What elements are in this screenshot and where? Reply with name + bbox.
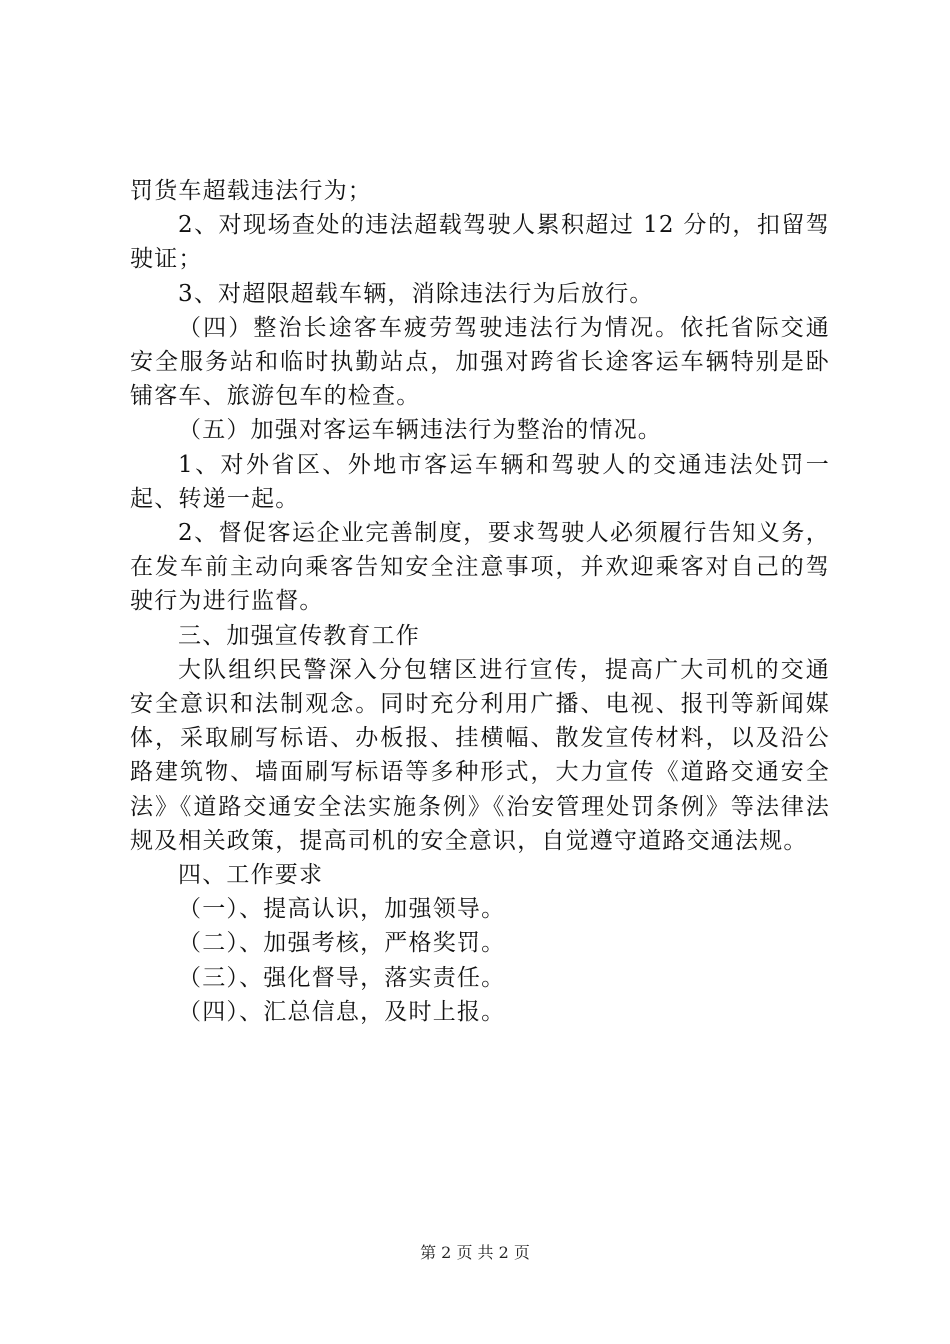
paragraph-item-2: 2、对现场查处的违法超载驾驶人累积超过 12 分的，扣留驾驶证；: [130, 212, 830, 273]
heading-publicity-education: 三、加强宣传教育工作: [178, 622, 420, 649]
paragraph-section-5: （五）加强对客运车辆违法行为整治的情况。: [178, 417, 662, 444]
requirement-item-1: （一）、提高认识，加强领导。: [178, 896, 506, 923]
paragraph-section-5-item-1: 1、对外省区、外地市客运车辆和驾驶人的交通违法处罚一起、转递一起。: [130, 451, 830, 512]
page-number-footer: 第 2 页 共 2 页: [420, 1243, 530, 1262]
paragraph-publicity-body: 大队组织民警深入分包辖区进行宣传，提高广大司机的交通安全意识和法制观念。同时充分利用广播、电视、报刊等新闻媒体，采取刷写标语、办板报、挂横幅、散发宣传材料，以及沿公路建筑物、墙面刷写标语等多种形式，大力宣传《道路交通安全法》《道路交通安全法实施条例》《治安管理处罚条例》等法律法规及相关政策，提高司机的安全意识，自觉遵守道路交通法规。: [130, 656, 830, 854]
paragraph-section-4: （四）整治长途客车疲劳驾驶违法行为情况。依托省际交通安全服务站和临时执勤站点，加强对跨省长途客运车辆特别是卧铺客车、旅游包车的检查。: [130, 314, 830, 410]
paragraph-item-3: 3、对超限超载车辆，消除违法行为后放行。: [178, 280, 654, 307]
paragraph-continuation: 罚货车超载违法行为；: [130, 178, 372, 204]
paragraph-section-5-item-2: 2、督促客运企业完善制度，要求驾驶人必须履行告知义务，在发车前主动向乘客告知安全注意事项，并欢迎乘客对自己的驾驶行为进行监督。: [130, 520, 830, 615]
heading-work-requirements: 四、工作要求: [178, 862, 324, 889]
requirement-item-3: （三）、强化督导，落实责任。: [178, 964, 506, 991]
requirement-item-4: （四）、汇总信息，及时上报。: [178, 998, 506, 1025]
document-body: [130, 174, 830, 1029]
requirement-item-2: （二）、加强考核，严格奖罚。: [178, 930, 506, 957]
